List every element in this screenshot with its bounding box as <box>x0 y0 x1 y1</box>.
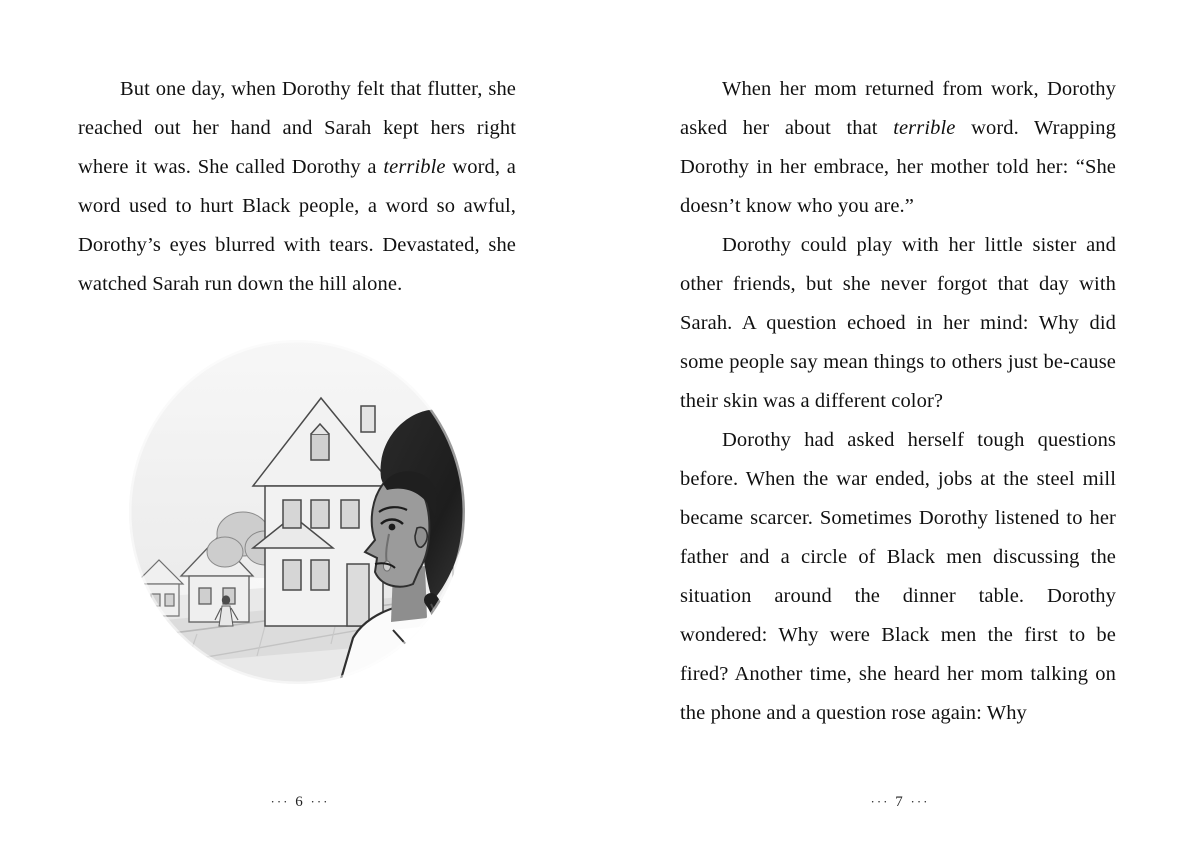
illustration-container <box>78 338 516 686</box>
folio-dots-left-2: ··· <box>310 794 330 809</box>
text-run: But one day, when Dorothy felt that flutter, she reached out her hand and Sarah kept hers right where it was. She called Dorothy a <box>78 78 516 178</box>
italic-word: terrible <box>383 156 446 178</box>
page-number-right: 7 <box>895 794 905 810</box>
page-number-left: 6 <box>295 794 305 810</box>
paragraph <box>680 421 1116 733</box>
paragraph <box>78 70 516 304</box>
text-run: Dorothy had asked herself tough questions before. When the war ended, jobs at the steel mill became scarcer. Sometimes Dorothy listened to her father and a circle of Black men discussing the situation around the dinner table. Dorothy wondered: Why were Black men the first to be fired? Another time, she heard her mom talking on the phone and a question rose again: Why <box>680 429 1116 724</box>
paragraph <box>680 70 1116 226</box>
page-folio-left <box>0 794 600 811</box>
text-run: Dorothy could play with her little sister and other friends, but she never forgot that day with Sarah. A question echoed in her mind: Why did some people say mean things to others just be-cause their skin was a different color? <box>680 234 1116 412</box>
italic-word: terrible <box>893 117 956 139</box>
right-page <box>600 0 1200 861</box>
folio-dots-right-2: ··· <box>910 794 930 809</box>
text-run: When her mom returned from work, Dorothy asked her about that <box>680 78 1116 139</box>
folio-dots-left: ··· <box>270 794 290 809</box>
illustration-girl-crying <box>125 338 469 686</box>
paragraph <box>680 226 1116 421</box>
folio-dots-right: ··· <box>870 794 890 809</box>
text-run: word, a word used to hurt Black people, a word so awful, Dorothy’s eyes blurred with tears. Devastated, she watched Sarah run down the hill alone. <box>78 156 517 295</box>
text-run: word. Wrapping Dorothy in her embrace, her mother told her: “She doesn’t know who you are.” <box>680 117 1116 217</box>
page-folio-right <box>600 794 1200 811</box>
